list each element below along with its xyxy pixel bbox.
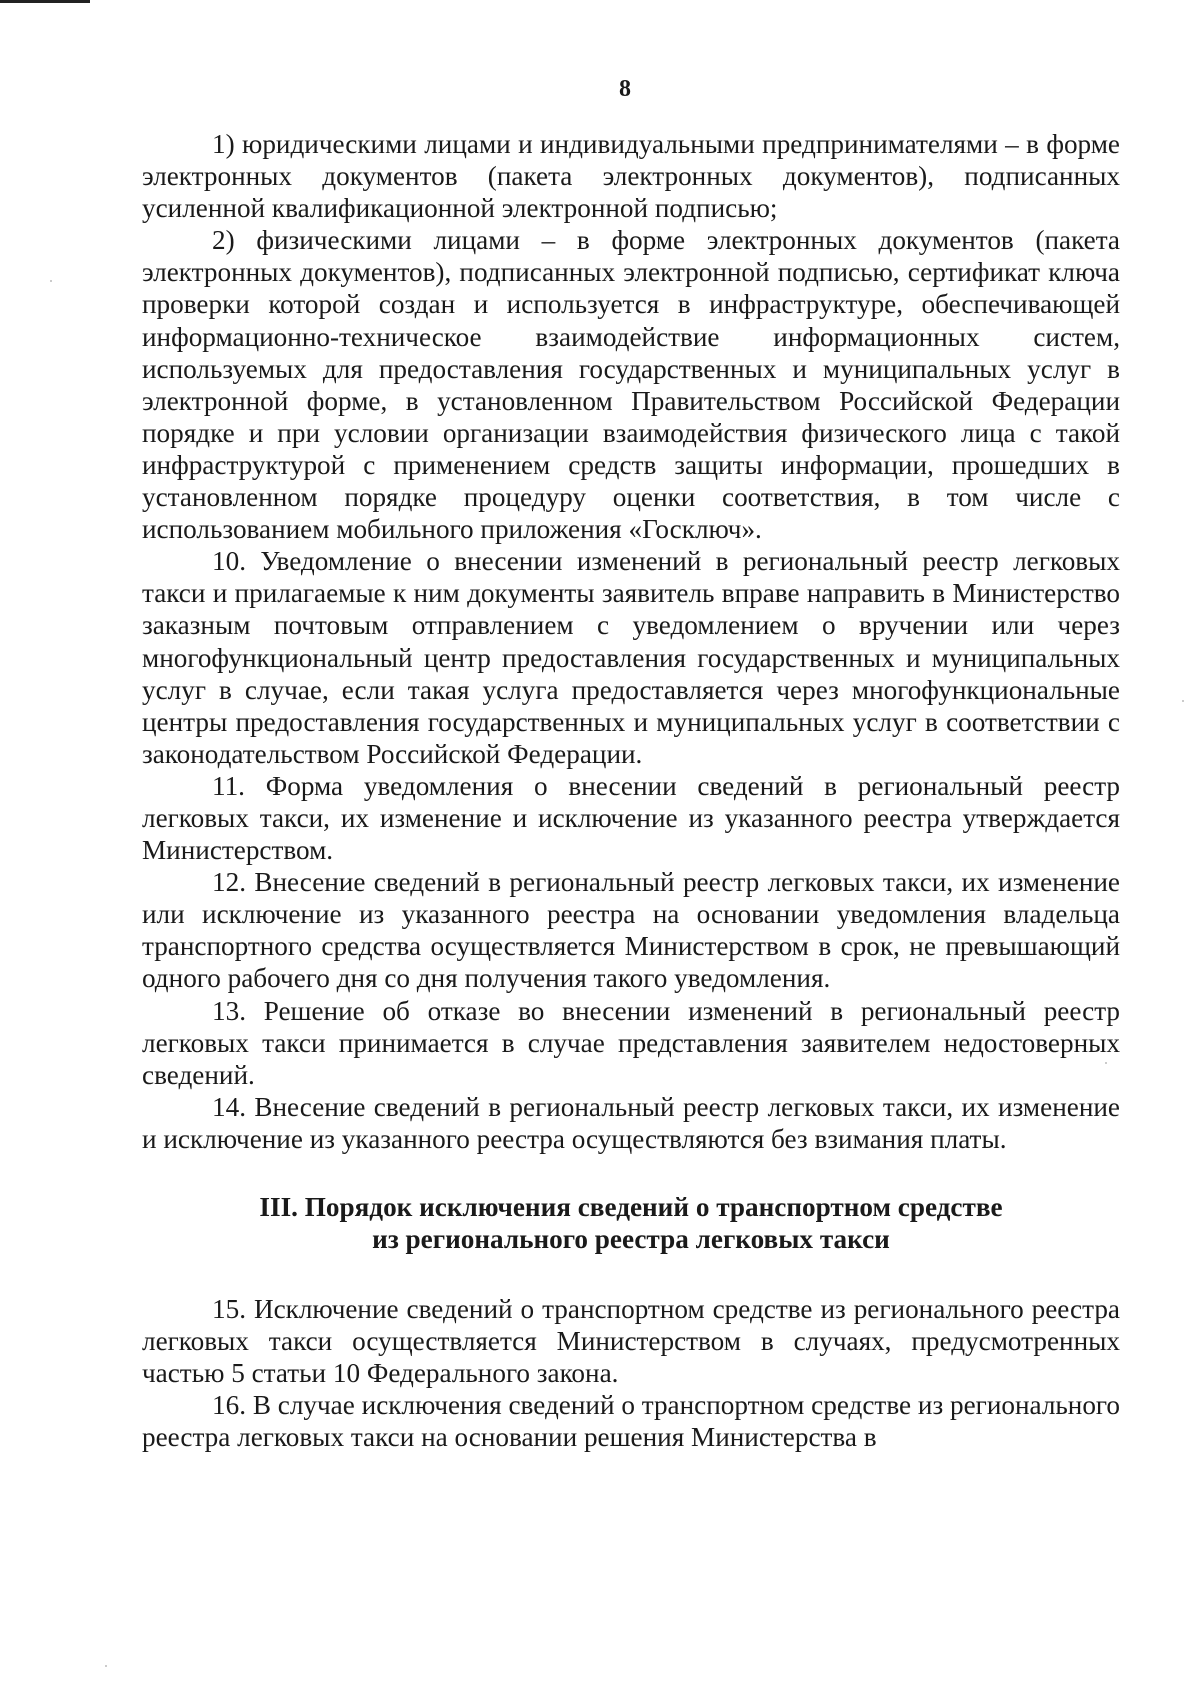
scan-edge-mark <box>0 0 90 3</box>
scan-speck <box>1105 1062 1107 1064</box>
paragraph-15: 15. Исключение сведений о транспортном средстве из регионального реестра легковых такси осуществляется Министерством в случаях, предусмотренных частью 5 статьи 10 Федерального закона. <box>142 1294 1120 1389</box>
section-heading-line-1: III. Порядок исключения сведений о транспортном средстве <box>259 1192 1003 1222</box>
paragraph-10: 10. Уведомление о внесении изменений в региональный реестр легковых такси и прилагаемые к ним документы заявитель вправе направить в Министерство заказным почтовым отправлением с уведомлением о вручении или через многофункциональный центр предоставления государственных и муниципальных услуг в случае, если такая услуга предоставляется через многофункциональные центры предоставления государственных и муниципальных услуг в соответствии с законодательством Российской Федерации. <box>142 546 1120 769</box>
scan-speck <box>105 1665 107 1667</box>
paragraph-item-1: 1) юридическими лицами и индивидуальными предпринимателями – в форме электронных документов (пакета электронных документов), подписанных усиленной квалификационной электронной подписью; <box>142 129 1120 224</box>
paragraph-14: 14. Внесение сведений в региональный реестр легковых такси, их изменение и исключение из указанного реестра осуществляются без взимания платы. <box>142 1091 1120 1154</box>
paragraph-16: 16. В случае исключения сведений о транспортном средстве из регионального реестра легковых такси на основании решения Министерства в <box>142 1390 1120 1453</box>
section-heading <box>142 1191 1120 1255</box>
scan-speck <box>1182 700 1184 702</box>
section-heading-line-2: из регионального реестра легковых такси <box>372 1224 890 1254</box>
paragraph-item-2: 2) физическими лицами – в форме электронных документов (пакета электронных документов), подписанных электронной подписью, сертификат ключа проверки которой создан и используется в инфраструктуре, обеспечивающей информационно-техническое взаимодействие информационных систем, используемых для предоставления государственных и муниципальных услуг в электронной форме, в установленном Правительством Российской Федерации порядке и при условии организации взаимодействия физического лица с такой инфраструктурой с применением средств защиты информации, прошедших в установленном порядке процедуру оценки соответствия, в том числе с использованием мобильного приложения «Госключ». <box>142 225 1120 545</box>
paragraph-12: 12. Внесение сведений в региональный реестр легковых такси, их изменение или исключение из указанного реестра на основании уведомления владельца транспортного средства осуществляется Министерством в срок, не превышающий одного рабочего дня со дня получения такого уведомления. <box>142 867 1120 994</box>
document-body <box>142 128 1120 1453</box>
paragraph-13: 13. Решение об отказе во внесении изменений в региональный реестр легковых такси принимается в случае представления заявителем недостоверных сведений. <box>142 995 1120 1090</box>
paragraph-11: 11. Форма уведомления о внесении сведений в региональный реестр легковых такси, их изменение и исключение из указанного реестра утверждается Министерством. <box>142 770 1120 866</box>
page-number: 8 <box>619 76 631 102</box>
scan-speck <box>50 280 52 282</box>
